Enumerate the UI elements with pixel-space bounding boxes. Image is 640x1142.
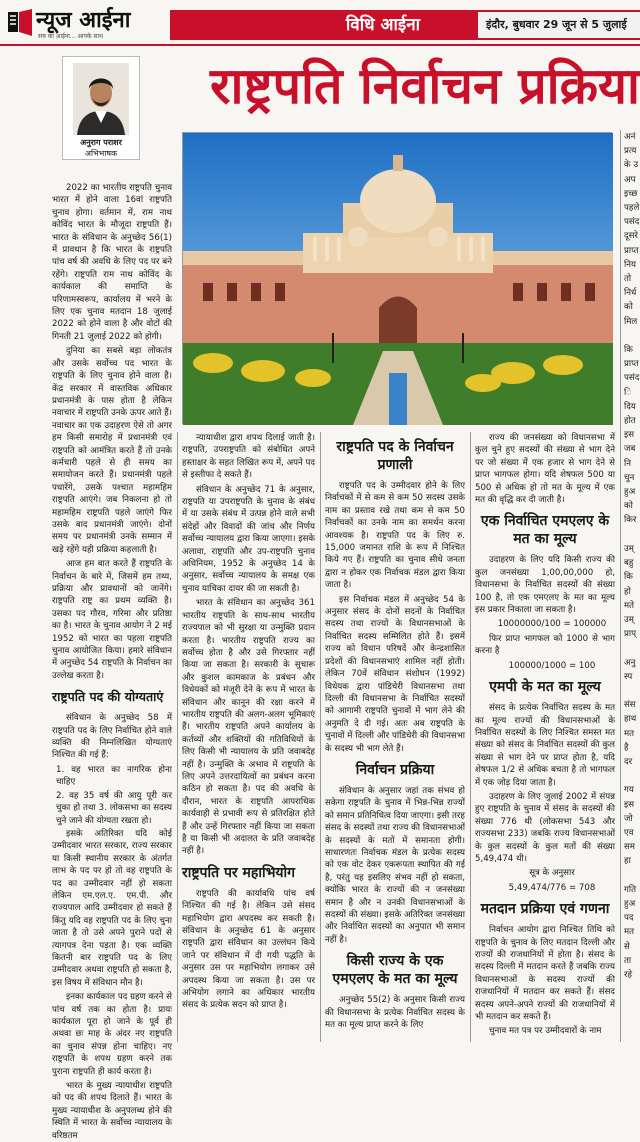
text-fragment: जो [624, 813, 633, 824]
article-column-1 [52, 182, 172, 1141]
column-divider [620, 130, 621, 1042]
author-name: अनुराग पराशर [80, 138, 122, 147]
text-fragment: नि [624, 458, 631, 469]
text-fragment: किर [624, 515, 637, 526]
newspaper-logo [6, 6, 166, 40]
paragraph: राष्ट्रपति की कार्यावधि पांच वर्ष निश्चित की गई है। लेकिन उसे संसद महाभियोग द्वारा अपदस्थ कर सकती है। संविधान के अनुच्छेद 61 के अनुसार राष्ट्रपति द्वारा संविधान का उल्लंघन किये जाने पर संविधान में दी गयी पद्धति के अनुसार उस पर महाभियोग लगाकर उसे अपदस्थ किया जा सकता है। उस पर अभियोग लगाने का अधिकार भारतीय संसद के प्रत्येक सदन को प्राप्त है। [182, 888, 315, 1011]
text-fragment: दिय [624, 401, 636, 412]
text-fragment: के उ [624, 160, 639, 171]
paragraph: चुनाव मत पत्र पर उम्मीदवारों के नाम [489, 1026, 602, 1037]
text-fragment: हो [624, 586, 631, 597]
paragraph: संसद के प्रत्येक निर्वाचित सदस्य के मत का मूल्य राज्यों की विधानसभाओं के निर्वाचित सदस्यों के लिए निश्चित समस्त मत संख्या को संसद के निर्वाचित सदस्यों की कुल संख्या से भाग देने पर प्राप्त होता है, यदि शेषफल 1/2 से अधिक बचता है तो भागफल में एक जोड़ दिया जाता है। [475, 703, 615, 788]
text-fragment: मते [624, 600, 635, 611]
text-fragment: इस [624, 799, 635, 810]
text-fragment: अनु [624, 657, 636, 668]
brand-name: न्यूज आईना [36, 8, 131, 33]
text-fragment: निर्ध [624, 288, 637, 299]
text-fragment: पद [624, 913, 634, 924]
formula-label: सूत्र के अनुसार [529, 868, 575, 879]
subheading: राष्ट्रपति पद की योग्यताएं [52, 689, 164, 705]
calculation: 10000000/100 = 100000 [497, 619, 607, 630]
paragraph: संविधान के अनुच्छेद 58 में राष्ट्रपति पद के लिए निर्वाचित होने वाले व्यक्ति की निम्नलिखित योग्यताएं निश्चित की गई हैं: [52, 713, 172, 761]
list-item: 1. वह भारत का नागरिक होना चाहिए [56, 764, 172, 788]
text-fragment: को [624, 501, 633, 512]
subheading: मतदान प्रक्रिया एवं गणना [480, 901, 610, 918]
text-fragment: प्राप्त [624, 245, 639, 256]
text-fragment [624, 869, 640, 883]
text-fragment [624, 641, 640, 655]
subheading: निर्वाचन प्रक्रिया [355, 761, 435, 778]
paragraph: राष्ट्रपति पद के उम्मीदवार होने के लिए निर्वाचकों में से कम से कम 50 सदस्य उसके नाम का प्रस्ताव रखे तथा कम से कम 50 निर्वाचकों का उनके नाम का समर्थन करना आवश्यक है। राष्ट्रपति पद के लिए रु. 15,000 जमानत राशि के रूप में निश्चित किये गए हैं। राष्ट्रपति का चुनाव सीधे जनता द्वारा न होकर एक निर्वाचक मंडल द्वारा किया जाता है। [325, 481, 465, 591]
text-fragment: उम् [624, 543, 634, 554]
author-designation: अभिभाषक [84, 149, 118, 158]
paragraph: 2022 का भारतीय राष्ट्रपति चुनाव भारत में होने वाला 16वां राष्ट्रपति चुनाव होगा। वर्तमान में, राम नाथ कोविंद भारत के मौजूदा राष्ट्रपति हैं। भारत के संविधान के अनुच्छेद 56(1) में प्रावधान है कि भारत के राष्ट्रपति पांच वर्ष की अवधि के लिए पद पर बने रहेंगे। राष्ट्रपति राम नाथ कोविंद के कार्यकाल की समाप्ति के परिणामस्वरूप, कार्यालय में भरने के लिए एक चुनाव मतदान 18 जुलाई 2022 को होने वाला है और वोटों की गिनती 21 जुलाई 2022 को होगी। [52, 183, 172, 342]
paragraph: इस निर्वाचक मंडल में अनुच्छेद 54 के अनुसार संसद के दोनों सदनों के निर्वाचित सदस्य तथा राज्यों के विधानसभाओं के निर्वाचित सदस्य सम्मिलित होते हैं। इसमें राज्य को विधान परिषदें और केन्द्रशासित प्रदेशों की विधानसभाएं शामिल नहीं होती। लेकिन 70वें संविधान संशोधन (1992) विधेयक द्वारा पांडिचेरी विधानसभा तथा दिल्ली की विधानसभा के निर्वाचित सदस्यों को आगामी राष्ट्रपति चुनावों में भाग लेने की अनुमति दे दी गई। अतः अब राष्ट्रपति के चुनावों में दिल्ली और पांडिचेरी की विधानसभा के सदस्य भी भाग लेते हैं। [325, 594, 465, 754]
text-fragment: स्प [624, 671, 633, 682]
paragraph: दुनिया का सबसे बड़ा लोकतंत्र और उसके सर्वोच्च पद भारत के राष्ट्रपति के लिए चुनाव होने वाला है। केंद्र सरकार में वास्तविक अधिकार प्रधानमंत्री के पास होता है लेकिन नवाचार में राष्ट्रपति उनके ऊपर आते हैं। नवाचार का एक उदाहरण ऐसे तो अगर हम किसी समारोह में प्रधानमंत्री एवं राष्ट्रपति को आमंत्रित करते हैं तो उनके कर्मचारी पहले से ही समय का समायोजन करते हैं। प्रधानमंत्री पहले पधारेंगे, उसके पश्चात महामहिम राष्ट्रपति आएंगे। जब निकलना हो तो महामहिम राष्ट्रपति पहले जाएंगे फिर उसके बाद प्रधानमंत्री जाएंगे। दोनों समय पर प्रधानमंत्री उनके सम्मान में खड़े रहेंगे यही प्रक्रिया कहलाती है। [52, 346, 172, 555]
header-rule [0, 44, 640, 46]
text-fragment: होत [624, 416, 636, 427]
paragraph: निर्वाचन आयोग द्वारा निश्चित तिथि को राष्ट्रपति के चुनाव के लिए मतदान दिल्ली और राज्यों की राजधानियों में होता है। संसद के सदस्य दिल्ली में मतदान करते हैं जबकि राज्य विधानसभाओं के सदस्य राज्यों की राजधानियों में मतदान कर सकते हैं। संसद सदस्य अपने-अपने राज्यों की राजधानियों में भी मतदान कर सकते हैं। [475, 925, 615, 1023]
article-column-5-cropped [624, 130, 640, 1042]
text-fragment: निय [624, 259, 636, 270]
text-fragment: दर [624, 756, 633, 767]
text-fragment: इस [624, 430, 635, 441]
paragraph: भारत के मुख्य न्यायाधीश राष्ट्रपति को पद की शपथ दिलाते हैं। भारत के मुख्य न्यायाधीश के अनुपलब्ध होने की स्थिति में भारत के सर्वोच्च न्यायालय के वरिष्ठतम [52, 1081, 172, 1141]
paragraph: इनका कार्यकाल पद ग्रहण करने से पांच वर्ष तक का होता है। प्रायः कार्यकाल पूरा हो जाने के पूर्व ही अथवा छः माह के अंदर नए राष्ट्रपति का चुनाव संपन्न होना चाहिए। नए राष्ट्रपति के शपथ ग्रहण करने तक पुराना राष्ट्रपति ही कार्य करता है। [52, 992, 172, 1077]
text-fragment: हुअ [624, 898, 636, 909]
author-box [62, 56, 140, 160]
text-fragment: प्राप्त [624, 359, 639, 370]
text-fragment: को [624, 302, 633, 313]
text-fragment: मिल [624, 316, 638, 327]
article-column-3 [325, 432, 465, 1042]
calculation: 100000/1000 = 100 [508, 660, 596, 671]
text-fragment: संस [624, 700, 636, 711]
text-fragment: रहे [624, 969, 633, 980]
subheading: राष्ट्रपति पद के निर्वाचन प्रणाली [336, 439, 454, 473]
column-divider [320, 432, 321, 1042]
text-fragment [624, 329, 640, 343]
text-fragment: गय [624, 785, 634, 796]
text-fragment: अनं [624, 132, 636, 142]
text-fragment: चुन [624, 472, 635, 483]
text-fragment: तो [624, 274, 632, 285]
text-fragment: अप [624, 174, 636, 185]
paragraph: संविधान के अनुच्छेद 71 के अनुसार, राष्ट्रपति या उपराष्ट्रपति के चुनाव के संबंध में या उसके संबंध में उत्पन्न होने वाले सभी संदेहों और विवादों की जांच और निर्णय सर्वोच्च न्यायालय द्वारा किया जाएगा। इसके अलावा, राष्ट्रपति और उप-राष्ट्रपति चुनाव अधिनियम, 1952 के अनुच्छेद 14 के अनुसार, सर्वोच्च न्यायालय के समक्ष एक चुनाव याचिका दायर की जा सकती है। [182, 484, 315, 594]
paragraph: संविधान के अनुसार जहां तक संभव हो सकेगा राष्ट्रपति के चुनाव में भिन्न-भिन्न राज्यों को समान प्रतिनिधित्व दिया जाएगा। इसी तरह संसद के सदस्यों तथा राज्य की विधानसभाओं के सदस्यों के मतों में समानता होगी। साधारणतः निर्वाचक मंडल के प्रत्येक सदस्य को एक वोट देकर एकरूपता स्थापित की गई है, परंतु यह इसलिए संभव नहीं हो सकता, क्योंकि भारत के राज्यों की न जनसंख्या समान है और न उनकी विधानसभाओं के सदस्यों की संख्या। इसके अतिरिक्त जनसंख्या और निर्वाचित सदस्यों का अनुपात भी समान नहीं है। [325, 785, 465, 945]
text-fragment: है [624, 742, 629, 753]
paragraph: आज हम बात करते हैं राष्ट्रपति के निर्वाचन के बारे में, जिसमें हम तथ्य, प्रक्रिया और प्रावधानों को जानेंगे। राष्ट्रपति राष्ट्र का प्रथम व्यक्ति है। उसका पद गौरव, गरिमा और प्रतिष्ठा का है। भारत के चुनाव आयोग ने 2 मई 1952 को भारत का पहला राष्ट्रपति चुनाव आयोजित किया। हमारे संविधान में अनुच्छेद 54 राष्ट्रपति के निर्वाचन का उल्लेख करता है। [52, 559, 172, 681]
text-fragment [624, 769, 640, 783]
text-fragment: प्राप् [624, 629, 636, 640]
text-fragment: कि [624, 572, 633, 583]
subheading: एक निर्वाचित एमएलए के मत का मूल्य [480, 513, 610, 548]
text-fragment: ि [624, 387, 632, 398]
text-fragment: सम [624, 842, 635, 853]
text-fragment: उम् [624, 614, 634, 625]
text-fragment: हुअ [624, 487, 636, 498]
text-fragment: प्रत्य [624, 146, 637, 157]
text-fragment: मत [624, 927, 635, 938]
logo-icon [6, 8, 34, 38]
text-fragment: जब [624, 444, 636, 455]
text-fragment: पसंद [624, 217, 640, 228]
text-fragment: कि [624, 345, 633, 356]
column-divider [470, 432, 471, 1042]
text-fragment: हा [624, 856, 631, 867]
paragraph: इसके अतिरिक्त यदि कोई उम्मीदवार भारत सरकार, राज्य सरकार या किसी स्थानीय सरकार के अंतर्गत लाभ के पद पर हो तो वह राष्ट्रपति के पद का उम्मीदवार नहीं हो सकता लेकिन एम.एल.ए. एम.पी. और राज्यपाल आदि उम्मीदवार हो सकते हैं किंतु यदि वह राष्ट्रपति पद के लिए चुना जाता है तो उसे अपने पुराने पदों से त्यागपत्र देना पड़ता है। एक व्यक्ति कितनी बार राष्ट्रपति पद के लिए उम्मीदवार अथवा राष्ट्रपति हो सकता है, इस विषय में संविधान मौन है। [52, 828, 172, 988]
paragraph: राज्य की जनसंख्या को विधानसभा में कुल चुने हुए सदस्यों की संख्या से भाग देने पर जो संख्या में एक हजार से भाग देने से प्राप्त भागफल होगा। यदि शेषफल 500 या 500 से अधिक हो तो मत के मूल्य में एक मत की वृद्धि कर दी जाती है। [475, 433, 615, 506]
subheading: राष्ट्रपति पर महाभियोग [182, 864, 296, 881]
text-fragment: पसंद [624, 373, 640, 384]
text-fragment: पहले [624, 203, 640, 214]
headline: राष्ट्रपति निर्वाचन प्रक्रिया [210, 57, 640, 115]
paragraph: भारत के संविधान का अनुच्छेद 361 भारतीय राष्ट्रपति के साथ-साथ भारतीय राज्यपाल को भी सुरक्षा या उन्मुक्ति प्रदान करता है। भारतीय राष्ट्रपति राज्य का सर्वोच्च होता है और उसे गिरफ्तार नहीं किया जा सकता है। सरकारी के सुचारू और कुशल कामकाज के प्रबंधन और विधेयकों को मंजूरी देने के रूप में भारत के संविधान और कानून की रक्षा करने में भारतीय राष्ट्रपति की अलग-अलग भूमिकाएं हैं। भारतीय राष्ट्रपति अपने कार्यालय के कर्तव्यों और शक्तियों की गतिविधियों के लिए किसी भी न्यायालय के प्रति जवाबदेह नहीं है। उन्मुक्ति के अभाव में राष्ट्रपति के लिए अपने उत्तरदायित्वों का प्रबंधन करना कठिन हो सकता है। पद की अवधि के दौरान, भारत के राष्ट्रपति आपराधिक कार्यवाही से प्रभावी रूप से प्रतिरक्षित होते हैं और उन्हें गिरफ्तार नहीं किया जा सकता है या किसी भी अदालत के प्रति जवाबदेह नहीं है। [182, 598, 315, 857]
text-fragment [624, 528, 640, 542]
rashtrapati-bhavan-photo [182, 132, 612, 424]
text-fragment: से [624, 941, 630, 952]
list-item: 2. वह 35 वर्ष की आयु पूरी कर चुका हो तथा 3. लोकसभा का सदस्य चुने जाने की योग्यता रखता हो। [56, 790, 172, 826]
text-fragment: मत [624, 728, 635, 739]
text-fragment: ता [624, 955, 632, 966]
text-fragment: एव [624, 827, 634, 838]
qualification-list [52, 764, 172, 827]
column-divider [177, 432, 178, 1042]
brand-tagline: सच का आईना... आपके साथ [38, 33, 103, 40]
paragraph: उदाहरण के लिए जुलाई 2002 में संपन्न हुए राष्ट्रपति के चुनाव में संसद के सदस्यों की संख्या 776 थी (लोकसभा 543 और राज्यसभा 233) जबकि राज्य विधानसभाओं के कुल सदस्यों के कुल मतों की संख्या 5,49,474 थी। [475, 791, 615, 864]
section-title: विधि आईना [345, 15, 421, 35]
calculation: 5,49,474/776 = 708 [508, 882, 596, 893]
text-fragment: बहु [624, 558, 634, 569]
text-fragment: गति [624, 884, 636, 895]
paragraph: न्यायाधीश द्वारा शपथ दिलाई जाती है। राष्ट्रपति, उपराष्ट्रपति को संबोधित अपने हस्ताक्षर के सहत लिखित रूप में, अपने पद से इस्तीफा दे सकते हैं। [182, 433, 315, 481]
paragraph: फिर प्राप्त भागफल को 1000 से भाग करना है [475, 633, 615, 657]
article-column-2 [182, 432, 315, 1042]
paragraph: उदाहरण के लिए यदि किसी राज्य की कुल जनसंख्या 1,00,00,000 हो, विधानसभा के निर्वाचित सदस्यों की संख्या 100 है, तो एक एमएलए के मत का मूल्य इस प्रकार निकाला जा सकता है। [475, 555, 615, 616]
paragraph: अनुच्छेद 55(2) के अनुसार किसी राज्य की विधानसभा के प्रत्येक निर्वाचित सदस्य के मत का मूल्य प्राप्त करने के लिए [325, 995, 465, 1031]
text-fragment: दूसरे [624, 231, 638, 242]
text-fragment [624, 684, 640, 698]
article-column-4 [475, 432, 615, 1042]
subheading: एमपी के मत का मूल्य [489, 679, 601, 696]
dateline: इंदौर, बुधवार 29 जून से 5 जुलाई [476, 10, 640, 40]
text-fragment: हाथ [624, 714, 637, 725]
text-fragment: इच्छ [624, 188, 638, 199]
subheading: किसी राज्य के एक एमएलए के मत का मूल्य [332, 953, 458, 988]
author-photo [73, 63, 129, 135]
